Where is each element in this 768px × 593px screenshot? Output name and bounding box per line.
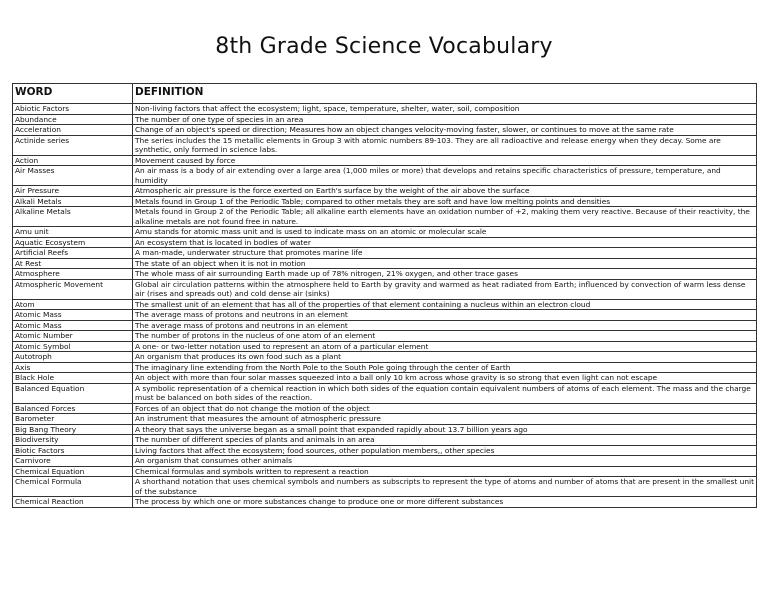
definition-cell: Non-living factors that affect the ecosystem; light, space, temperature, shelter, water, soil, composition xyxy=(133,104,757,115)
word-cell: Alkaline Metals xyxy=(13,207,133,227)
definition-cell: The process by which one or more substances change to produce one or more different substances xyxy=(133,497,757,508)
page-title: 8th Grade Science Vocabulary xyxy=(215,34,553,59)
word-cell: Axis xyxy=(13,362,133,373)
word-cell: Abiotic Factors xyxy=(13,104,133,115)
table-row xyxy=(13,373,757,384)
table-row xyxy=(13,456,757,467)
table-row xyxy=(13,196,757,207)
definition-cell: An instrument that measures the amount of atmospheric pressure xyxy=(133,414,757,425)
definition-cell: Atmospheric air pressure is the force exerted on Earth's surface by the weight of the air above the surface xyxy=(133,186,757,197)
word-cell: Atom xyxy=(13,299,133,310)
table-row xyxy=(13,403,757,414)
table-row xyxy=(13,227,757,238)
table-row xyxy=(13,248,757,259)
table-row xyxy=(13,166,757,186)
definition-cell: Chemical formulas and symbols written to represent a reaction xyxy=(133,466,757,477)
definition-cell: The series includes the 15 metallic elements in Group 3 with atomic numbers 89-103. They are all radioactive and release energy when they decay. Some are synthetic, only formed in science labs. xyxy=(133,135,757,155)
word-cell: Carnivore xyxy=(13,456,133,467)
word-cell: Black Hole xyxy=(13,373,133,384)
word-cell: Atomic Symbol xyxy=(13,341,133,352)
definition-cell: The number of one type of species in an area xyxy=(133,114,757,125)
table-row xyxy=(13,207,757,227)
table-header-row xyxy=(13,84,757,104)
word-cell: Alkali Metals xyxy=(13,196,133,207)
word-cell: Atmosphere xyxy=(13,269,133,280)
definition-cell: The number of protons in the nucleus of one atom of an element xyxy=(133,331,757,342)
table-row xyxy=(13,279,757,299)
definition-cell: An organism that consumes other animals xyxy=(133,456,757,467)
word-cell: Atomic Number xyxy=(13,331,133,342)
table-row xyxy=(13,186,757,197)
definition-cell: The imaginary line extending from the North Pole to the South Pole going through the center of Earth xyxy=(133,362,757,373)
word-cell: Artificial Reefs xyxy=(13,248,133,259)
table-row xyxy=(13,104,757,115)
table-row xyxy=(13,320,757,331)
word-cell: Action xyxy=(13,155,133,166)
definition-cell: A one- or two-letter notation used to represent an atom of a particular element xyxy=(133,341,757,352)
table-row xyxy=(13,125,757,136)
word-cell: Biotic Factors xyxy=(13,445,133,456)
table-row xyxy=(13,497,757,508)
definition-cell: Change of an object's speed or direction; Measures how an object changes velocity-moving faster, slower, or continues to move at the same rate xyxy=(133,125,757,136)
table-row xyxy=(13,341,757,352)
table-row xyxy=(13,445,757,456)
definition-cell: An air mass is a body of air extending over a large area (1,000 miles or more) that develops and retains specific characteristics of pressure, temperature, and humidity xyxy=(133,166,757,186)
word-cell: Balanced Forces xyxy=(13,403,133,414)
definition-cell: Amu stands for atomic mass unit and is used to indicate mass on an atomic or molecular scale xyxy=(133,227,757,238)
word-cell: Amu unit xyxy=(13,227,133,238)
definition-cell: An ecosystem that is located in bodies of water xyxy=(133,237,757,248)
table-row xyxy=(13,383,757,403)
definition-cell: The smallest unit of an element that has all of the properties of that element containing a nucleus within an electron cloud xyxy=(133,299,757,310)
table-row xyxy=(13,477,757,497)
table-row xyxy=(13,331,757,342)
word-cell: Autotroph xyxy=(13,352,133,363)
table-row xyxy=(13,310,757,321)
definition-cell: The average mass of protons and neutrons in an element xyxy=(133,320,757,331)
definition-cell: A symbolic representation of a chemical reaction in which both sides of the equation contain equivalent numbers of atoms of each element. The mass and the charge must be balanced on both sides of the reaction. xyxy=(133,383,757,403)
definition-cell: Metals found in Group 1 of the Periodic Table; compared to other metals they are soft and have low melting points and densities xyxy=(133,196,757,207)
word-cell: Chemical Reaction xyxy=(13,497,133,508)
word-cell: Air Pressure xyxy=(13,186,133,197)
word-cell: Aquatic Ecosystem xyxy=(13,237,133,248)
table-row xyxy=(13,237,757,248)
word-cell: Atmospheric Movement xyxy=(13,279,133,299)
definition-cell: The average mass of protons and neutrons in an element xyxy=(133,310,757,321)
table-row xyxy=(13,155,757,166)
word-cell: Abundance xyxy=(13,114,133,125)
table-row xyxy=(13,435,757,446)
definition-cell: An object with more than four solar masses squeezed into a ball only 10 km across whose gravity is so strong that even light can not escape xyxy=(133,373,757,384)
word-cell: Acceleration xyxy=(13,125,133,136)
word-cell: Actinide series xyxy=(13,135,133,155)
definition-cell: Movement caused by force xyxy=(133,155,757,166)
table-row xyxy=(13,269,757,280)
word-cell: Barometer xyxy=(13,414,133,425)
definition-cell: The number of different species of plants and animals in an area xyxy=(133,435,757,446)
word-cell: Atomic Mass xyxy=(13,310,133,321)
word-cell: Atomic Mass xyxy=(13,320,133,331)
word-cell: Big Bang Theory xyxy=(13,424,133,435)
definition-cell: A man-made, underwater structure that promotes marine life xyxy=(133,248,757,259)
word-cell: Balanced Equation xyxy=(13,383,133,403)
definition-cell: A shorthand notation that uses chemical symbols and numbers as subscripts to represent the type of atoms and number of atoms that are present in the smallest unit of the substance xyxy=(133,477,757,497)
definition-cell: Living factors that affect the ecosystem; food sources, other population members,, other species xyxy=(133,445,757,456)
table-row xyxy=(13,424,757,435)
definition-cell: Global air circulation patterns within the atmosphere held to Earth by gravity and warmed as heat radiated from Earth; influenced by convection of warm less dense air (rises and spreads out) and cold dense air (sinks) xyxy=(133,279,757,299)
word-cell: Biodiversity xyxy=(13,435,133,446)
definition-cell: An organism that produces its own food such as a plant xyxy=(133,352,757,363)
definition-cell: A theory that says the universe began as a small point that expanded rapidly about 13.7 billion years ago xyxy=(133,424,757,435)
vocabulary-table xyxy=(12,83,757,508)
definition-cell: Forces of an object that do not change the motion of the object xyxy=(133,403,757,414)
table-row xyxy=(13,114,757,125)
table-row xyxy=(13,362,757,373)
table-row xyxy=(13,466,757,477)
word-column-header: WORD xyxy=(13,84,133,104)
word-cell: Air Masses xyxy=(13,166,133,186)
definition-column-header: DEFINITION xyxy=(133,84,757,104)
word-cell: Chemical Equation xyxy=(13,466,133,477)
table-row xyxy=(13,299,757,310)
table-row xyxy=(13,414,757,425)
definition-cell: The whole mass of air surrounding Earth made up of 78% nitrogen, 21% oxygen, and other trace gases xyxy=(133,269,757,280)
definition-cell: The state of an object when it is not in motion xyxy=(133,258,757,269)
definition-cell: Metals found in Group 2 of the Periodic Table; all alkaline earth elements have an oxidation number of +2, making them very reactive. Because of their reactivity, the alkaline metals are not found free in nature. xyxy=(133,207,757,227)
word-cell: At Rest xyxy=(13,258,133,269)
word-cell: Chemical Formula xyxy=(13,477,133,497)
table-row xyxy=(13,352,757,363)
table-row xyxy=(13,135,757,155)
table-row xyxy=(13,258,757,269)
